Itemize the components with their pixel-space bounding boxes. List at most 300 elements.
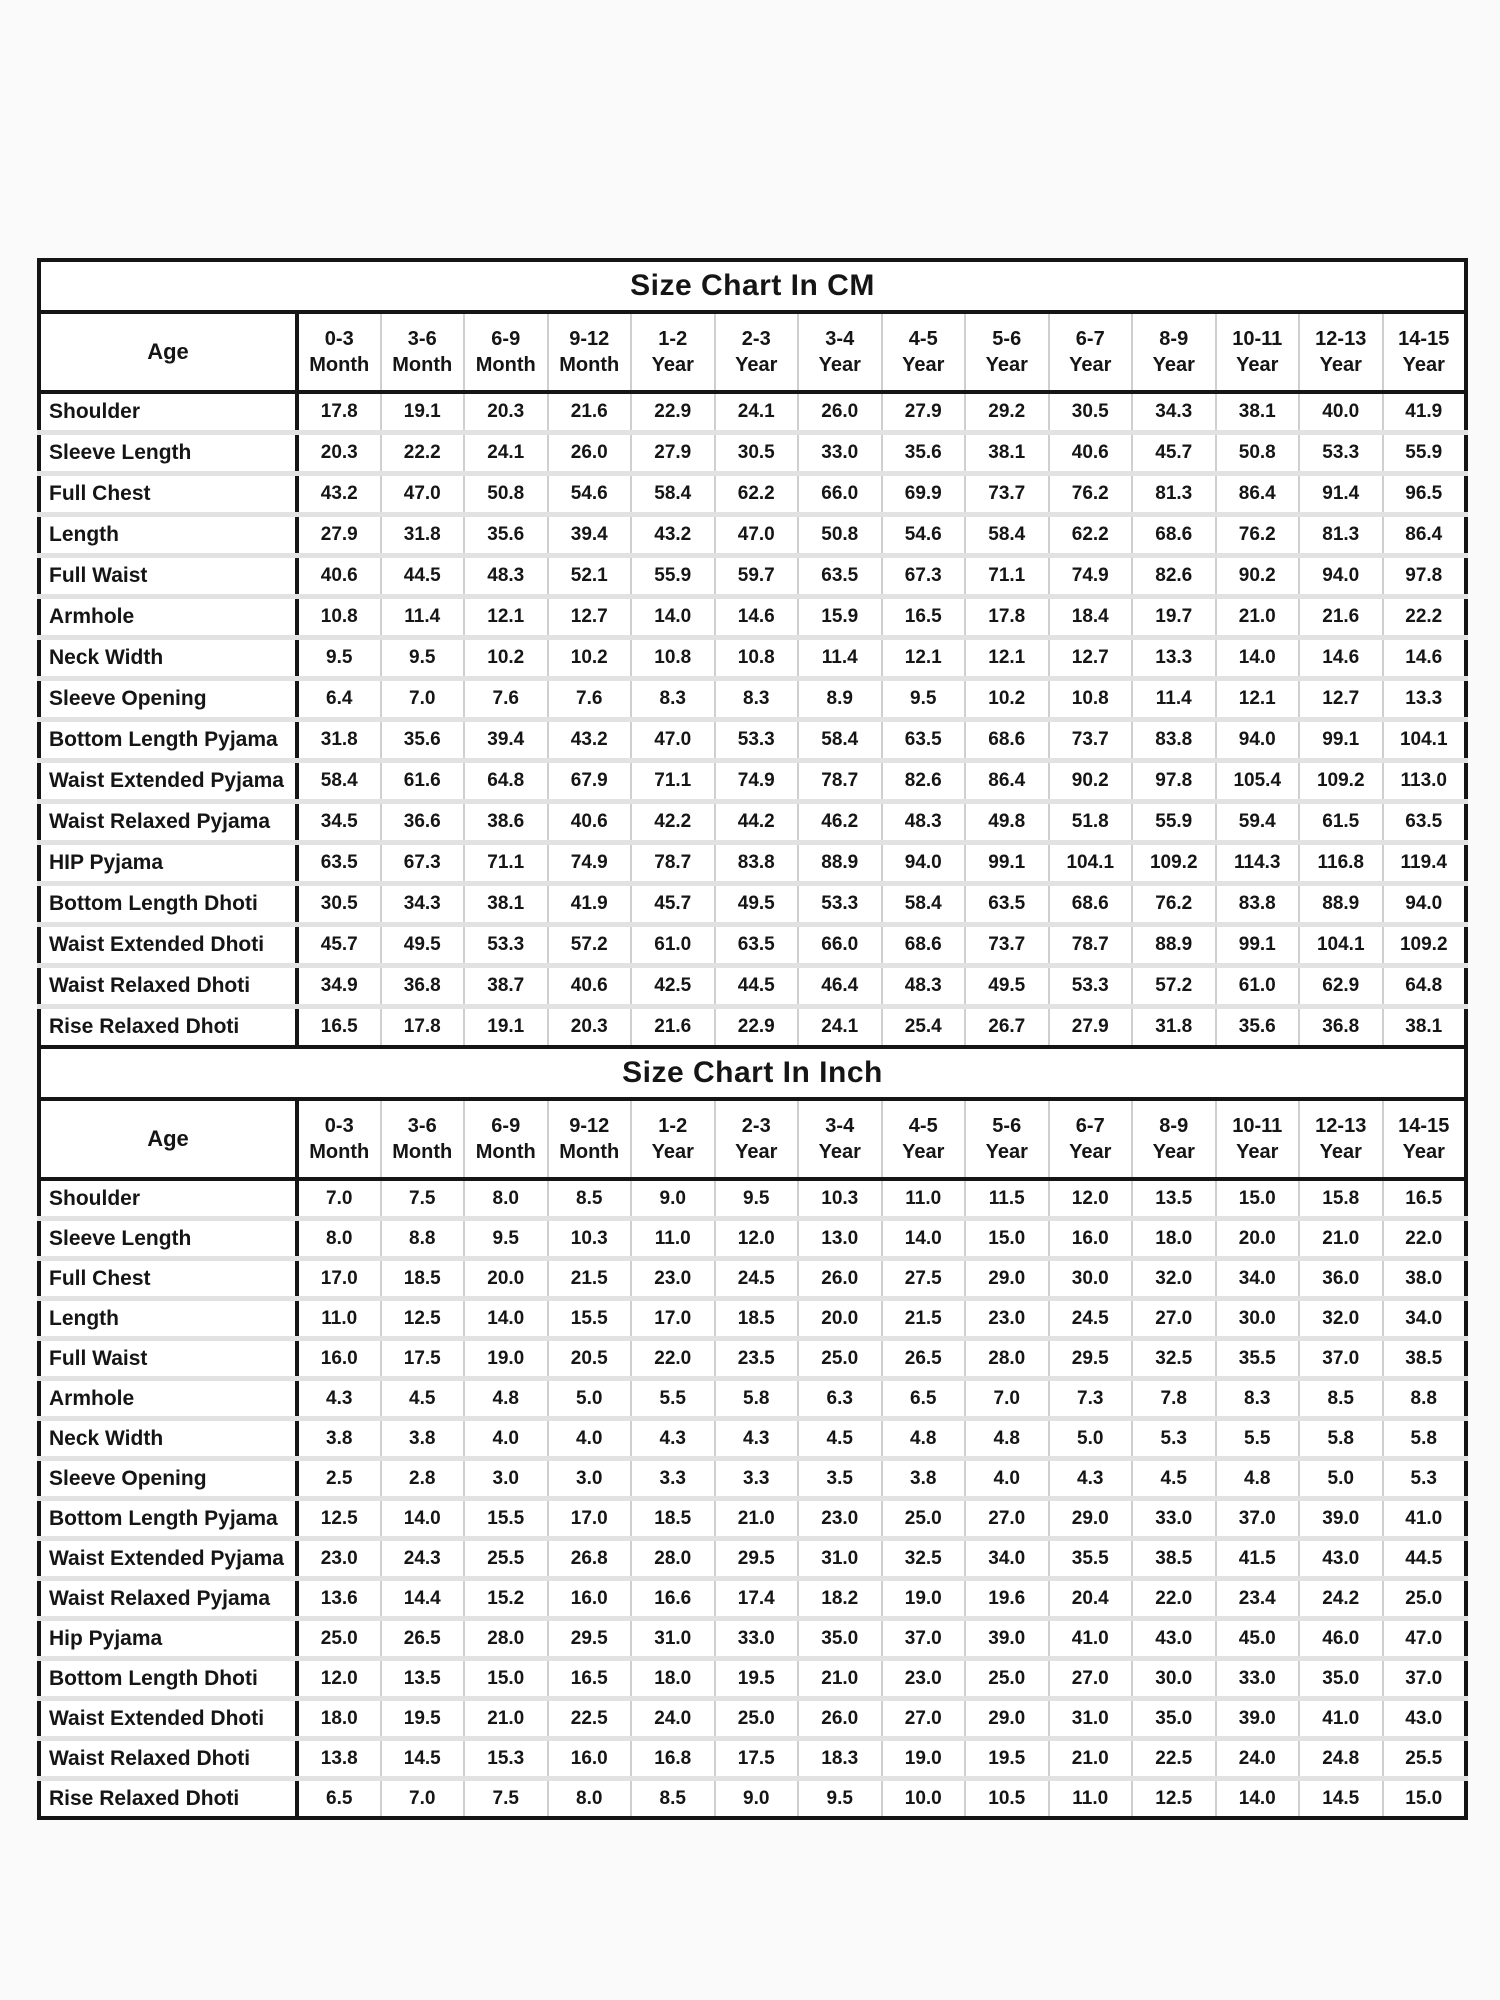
measurement-label: Full Waist bbox=[39, 1339, 297, 1379]
size-value: 14.0 bbox=[1216, 638, 1300, 679]
size-value: 24.2 bbox=[1299, 1579, 1383, 1619]
size-value: 31.8 bbox=[1132, 1007, 1216, 1048]
size-value: 30.5 bbox=[1049, 392, 1133, 433]
size-value: 30.5 bbox=[297, 884, 381, 925]
table-row bbox=[39, 1539, 1466, 1579]
size-value: 45.0 bbox=[1216, 1619, 1300, 1659]
size-value: 9.0 bbox=[631, 1179, 715, 1219]
size-value: 35.0 bbox=[1299, 1659, 1383, 1699]
size-value: 73.7 bbox=[965, 925, 1049, 966]
size-value: 63.5 bbox=[715, 925, 799, 966]
size-value: 35.6 bbox=[381, 720, 465, 761]
size-value: 99.1 bbox=[1299, 720, 1383, 761]
size-value: 21.0 bbox=[798, 1659, 882, 1699]
size-value: 24.3 bbox=[381, 1539, 465, 1579]
size-value: 4.8 bbox=[1216, 1459, 1300, 1499]
size-value: 27.0 bbox=[882, 1699, 966, 1739]
size-value: 37.0 bbox=[882, 1619, 966, 1659]
measurement-label: Full Waist bbox=[39, 556, 297, 597]
size-value: 50.8 bbox=[1216, 433, 1300, 474]
size-value: 38.0 bbox=[1383, 1259, 1467, 1299]
size-value: 10.5 bbox=[965, 1779, 1049, 1819]
table-row bbox=[39, 1299, 1466, 1339]
measurement-label: Sleeve Length bbox=[39, 1219, 297, 1259]
age-column-header: 5-6 Year bbox=[965, 312, 1049, 392]
size-value: 7.6 bbox=[548, 679, 632, 720]
table-row bbox=[39, 679, 1466, 720]
size-value: 34.3 bbox=[1132, 392, 1216, 433]
measurement-label: Sleeve Opening bbox=[39, 679, 297, 720]
size-value: 19.7 bbox=[1132, 597, 1216, 638]
size-value: 4.5 bbox=[381, 1379, 465, 1419]
size-value: 10.2 bbox=[548, 638, 632, 679]
measurement-label: Waist Relaxed Dhoti bbox=[39, 966, 297, 1007]
age-column-header: 6-7 Year bbox=[1049, 1099, 1133, 1179]
table-row bbox=[39, 1179, 1466, 1219]
size-value: 73.7 bbox=[1049, 720, 1133, 761]
size-value: 5.0 bbox=[548, 1379, 632, 1419]
size-value: 23.5 bbox=[715, 1339, 799, 1379]
size-value: 31.0 bbox=[798, 1539, 882, 1579]
table-row bbox=[39, 966, 1466, 1007]
size-value: 97.8 bbox=[1132, 761, 1216, 802]
size-value: 24.5 bbox=[1049, 1299, 1133, 1339]
table-row bbox=[39, 638, 1466, 679]
size-value: 21.0 bbox=[715, 1499, 799, 1539]
size-value: 13.6 bbox=[297, 1579, 381, 1619]
size-value: 12.0 bbox=[1049, 1179, 1133, 1219]
size-value: 25.5 bbox=[464, 1539, 548, 1579]
size-value: 81.3 bbox=[1299, 515, 1383, 556]
size-value: 59.4 bbox=[1216, 802, 1300, 843]
size-value: 3.3 bbox=[631, 1459, 715, 1499]
size-value: 38.5 bbox=[1132, 1539, 1216, 1579]
size-value: 10.8 bbox=[297, 597, 381, 638]
size-value: 8.3 bbox=[715, 679, 799, 720]
size-value: 4.8 bbox=[882, 1419, 966, 1459]
size-value: 19.0 bbox=[882, 1739, 966, 1779]
size-value: 90.2 bbox=[1049, 761, 1133, 802]
size-value: 11.0 bbox=[1049, 1779, 1133, 1819]
size-value: 11.4 bbox=[1132, 679, 1216, 720]
size-value: 18.5 bbox=[381, 1259, 465, 1299]
age-column-header: 9-12 Month bbox=[548, 1099, 632, 1179]
size-value: 43.0 bbox=[1299, 1539, 1383, 1579]
size-value: 53.3 bbox=[1049, 966, 1133, 1007]
size-value: 5.5 bbox=[1216, 1419, 1300, 1459]
size-value: 19.5 bbox=[381, 1699, 465, 1739]
size-value: 5.5 bbox=[631, 1379, 715, 1419]
size-value: 27.5 bbox=[882, 1259, 966, 1299]
size-value: 8.9 bbox=[798, 679, 882, 720]
size-value: 32.5 bbox=[1132, 1339, 1216, 1379]
size-value: 8.3 bbox=[631, 679, 715, 720]
size-value: 46.0 bbox=[1299, 1619, 1383, 1659]
size-value: 41.9 bbox=[1383, 392, 1467, 433]
size-value: 18.5 bbox=[631, 1499, 715, 1539]
size-value: 46.4 bbox=[798, 966, 882, 1007]
size-value: 66.0 bbox=[798, 925, 882, 966]
table-row bbox=[39, 925, 1466, 966]
measurement-label: Full Chest bbox=[39, 474, 297, 515]
measurement-label: Waist Extended Dhoti bbox=[39, 925, 297, 966]
size-value: 50.8 bbox=[464, 474, 548, 515]
size-value: 50.8 bbox=[798, 515, 882, 556]
size-value: 4.0 bbox=[965, 1459, 1049, 1499]
size-value: 5.8 bbox=[715, 1379, 799, 1419]
measurement-label: Armhole bbox=[39, 597, 297, 638]
table-row bbox=[39, 1579, 1466, 1619]
size-value: 17.0 bbox=[548, 1499, 632, 1539]
table-row bbox=[39, 1419, 1466, 1459]
measurement-label: Waist Extended Pyjama bbox=[39, 1539, 297, 1579]
age-column-header: 2-3 Year bbox=[715, 312, 799, 392]
size-value: 10.0 bbox=[882, 1779, 966, 1819]
size-value: 71.1 bbox=[631, 761, 715, 802]
size-value: 27.9 bbox=[1049, 1007, 1133, 1048]
size-value: 42.2 bbox=[631, 802, 715, 843]
size-value: 37.0 bbox=[1216, 1499, 1300, 1539]
size-value: 20.0 bbox=[1216, 1219, 1300, 1259]
size-value: 10.8 bbox=[631, 638, 715, 679]
size-value: 46.2 bbox=[798, 802, 882, 843]
size-value: 7.5 bbox=[464, 1779, 548, 1819]
size-value: 57.2 bbox=[1132, 966, 1216, 1007]
table-row bbox=[39, 1459, 1466, 1499]
size-value: 5.3 bbox=[1383, 1459, 1467, 1499]
size-value: 22.2 bbox=[381, 433, 465, 474]
size-value: 8.8 bbox=[381, 1219, 465, 1259]
size-value: 27.9 bbox=[631, 433, 715, 474]
size-value: 5.0 bbox=[1049, 1419, 1133, 1459]
size-value: 64.8 bbox=[1383, 966, 1467, 1007]
size-value: 61.6 bbox=[381, 761, 465, 802]
table-row bbox=[39, 761, 1466, 802]
size-value: 12.5 bbox=[297, 1499, 381, 1539]
age-column-header: 1-2 Year bbox=[631, 312, 715, 392]
size-value: 15.5 bbox=[548, 1299, 632, 1339]
size-value: 44.5 bbox=[715, 966, 799, 1007]
size-value: 13.0 bbox=[798, 1219, 882, 1259]
size-value: 94.0 bbox=[1216, 720, 1300, 761]
size-value: 13.3 bbox=[1383, 679, 1467, 720]
measurement-label: Waist Extended Dhoti bbox=[39, 1699, 297, 1739]
age-column-header: 6-9 Month bbox=[464, 1099, 548, 1179]
size-value: 27.0 bbox=[1049, 1659, 1133, 1699]
size-value: 11.5 bbox=[965, 1179, 1049, 1219]
measurement-label: Sleeve Opening bbox=[39, 1459, 297, 1499]
age-column-header: 10-11 Year bbox=[1216, 312, 1300, 392]
size-value: 4.5 bbox=[1132, 1459, 1216, 1499]
measurement-label: Bottom Length Pyjama bbox=[39, 720, 297, 761]
size-value: 6.4 bbox=[297, 679, 381, 720]
size-value: 15.0 bbox=[1383, 1779, 1467, 1819]
size-value: 58.4 bbox=[297, 761, 381, 802]
size-value: 15.5 bbox=[464, 1499, 548, 1539]
measurement-label: Rise Relaxed Dhoti bbox=[39, 1007, 297, 1048]
size-value: 3.5 bbox=[798, 1459, 882, 1499]
size-value: 40.6 bbox=[548, 966, 632, 1007]
size-value: 20.0 bbox=[798, 1299, 882, 1339]
size-value: 38.7 bbox=[464, 966, 548, 1007]
size-value: 51.8 bbox=[1049, 802, 1133, 843]
size-value: 10.2 bbox=[464, 638, 548, 679]
age-column-header: 6-7 Year bbox=[1049, 312, 1133, 392]
size-value: 63.5 bbox=[798, 556, 882, 597]
size-value: 58.4 bbox=[631, 474, 715, 515]
size-value: 54.6 bbox=[882, 515, 966, 556]
size-value: 23.0 bbox=[965, 1299, 1049, 1339]
size-value: 49.5 bbox=[715, 884, 799, 925]
size-value: 59.7 bbox=[715, 556, 799, 597]
measurement-label: Rise Relaxed Dhoti bbox=[39, 1779, 297, 1819]
size-value: 16.6 bbox=[631, 1579, 715, 1619]
size-value: 16.0 bbox=[548, 1579, 632, 1619]
size-value: 104.1 bbox=[1049, 843, 1133, 884]
size-value: 97.8 bbox=[1383, 556, 1467, 597]
age-column-header: 4-5 Year bbox=[882, 1099, 966, 1179]
size-value: 20.0 bbox=[464, 1259, 548, 1299]
size-value: 63.5 bbox=[1383, 802, 1467, 843]
size-value: 14.5 bbox=[1299, 1779, 1383, 1819]
measurement-label: Armhole bbox=[39, 1379, 297, 1419]
size-value: 47.0 bbox=[715, 515, 799, 556]
size-value: 43.2 bbox=[631, 515, 715, 556]
measurement-label: Neck Width bbox=[39, 638, 297, 679]
table-row bbox=[39, 1619, 1466, 1659]
size-value: 3.0 bbox=[548, 1459, 632, 1499]
measurement-label: Bottom Length Dhoti bbox=[39, 884, 297, 925]
chart-title-row bbox=[39, 1047, 1466, 1099]
table-row bbox=[39, 843, 1466, 884]
size-value: 29.0 bbox=[965, 1699, 1049, 1739]
table-row bbox=[39, 1007, 1466, 1048]
table-row bbox=[39, 392, 1466, 433]
size-value: 4.8 bbox=[965, 1419, 1049, 1459]
table-row bbox=[39, 433, 1466, 474]
size-value: 40.6 bbox=[1049, 433, 1133, 474]
size-value: 4.3 bbox=[1049, 1459, 1133, 1499]
size-value: 74.9 bbox=[715, 761, 799, 802]
size-value: 11.4 bbox=[381, 597, 465, 638]
size-value: 11.4 bbox=[798, 638, 882, 679]
size-value: 44.5 bbox=[381, 556, 465, 597]
size-value: 57.2 bbox=[548, 925, 632, 966]
size-value: 52.1 bbox=[548, 556, 632, 597]
size-value: 29.0 bbox=[1049, 1499, 1133, 1539]
size-value: 47.0 bbox=[631, 720, 715, 761]
size-value: 41.5 bbox=[1216, 1539, 1300, 1579]
size-value: 38.1 bbox=[1216, 392, 1300, 433]
size-value: 47.0 bbox=[1383, 1619, 1467, 1659]
measurement-label: Waist Relaxed Pyjama bbox=[39, 802, 297, 843]
age-column-header: 14-15 Year bbox=[1383, 1099, 1467, 1179]
size-value: 15.9 bbox=[798, 597, 882, 638]
size-value: 3.8 bbox=[297, 1419, 381, 1459]
size-value: 17.8 bbox=[297, 392, 381, 433]
size-value: 27.9 bbox=[882, 392, 966, 433]
size-value: 9.5 bbox=[798, 1779, 882, 1819]
size-value: 18.0 bbox=[1132, 1219, 1216, 1259]
age-column-header: 1-2 Year bbox=[631, 1099, 715, 1179]
size-value: 3.3 bbox=[715, 1459, 799, 1499]
size-value: 33.0 bbox=[1216, 1659, 1300, 1699]
size-value: 26.0 bbox=[548, 433, 632, 474]
size-value: 104.1 bbox=[1383, 720, 1467, 761]
size-value: 39.0 bbox=[1299, 1499, 1383, 1539]
table-row bbox=[39, 556, 1466, 597]
size-value: 6.3 bbox=[798, 1379, 882, 1419]
size-value: 99.1 bbox=[1216, 925, 1300, 966]
size-value: 24.1 bbox=[798, 1007, 882, 1048]
size-value: 23.0 bbox=[297, 1539, 381, 1579]
size-value: 14.6 bbox=[1299, 638, 1383, 679]
size-value: 86.4 bbox=[965, 761, 1049, 802]
age-corner-label: Age bbox=[39, 1099, 297, 1179]
size-value: 13.5 bbox=[381, 1659, 465, 1699]
size-value: 29.2 bbox=[965, 392, 1049, 433]
size-value: 20.3 bbox=[464, 392, 548, 433]
size-value: 7.5 bbox=[381, 1179, 465, 1219]
table-row bbox=[39, 1659, 1466, 1699]
measurement-label: Shoulder bbox=[39, 1179, 297, 1219]
size-value: 15.0 bbox=[1216, 1179, 1300, 1219]
size-value: 12.0 bbox=[715, 1219, 799, 1259]
size-value: 19.1 bbox=[464, 1007, 548, 1048]
size-value: 48.3 bbox=[882, 802, 966, 843]
size-value: 15.3 bbox=[464, 1739, 548, 1779]
size-value: 71.1 bbox=[464, 843, 548, 884]
size-value: 24.5 bbox=[715, 1259, 799, 1299]
size-value: 109.2 bbox=[1132, 843, 1216, 884]
size-value: 2.5 bbox=[297, 1459, 381, 1499]
size-value: 109.2 bbox=[1383, 925, 1467, 966]
size-value: 5.0 bbox=[1299, 1459, 1383, 1499]
size-value: 4.3 bbox=[715, 1419, 799, 1459]
size-value: 34.0 bbox=[1216, 1259, 1300, 1299]
size-value: 88.9 bbox=[1299, 884, 1383, 925]
table-row bbox=[39, 1739, 1466, 1779]
size-value: 19.5 bbox=[715, 1659, 799, 1699]
size-value: 33.0 bbox=[1132, 1499, 1216, 1539]
size-value: 73.7 bbox=[965, 474, 1049, 515]
size-value: 78.7 bbox=[1049, 925, 1133, 966]
size-value: 96.5 bbox=[1383, 474, 1467, 515]
size-value: 12.5 bbox=[381, 1299, 465, 1339]
size-value: 29.0 bbox=[965, 1259, 1049, 1299]
size-value: 13.3 bbox=[1132, 638, 1216, 679]
size-value: 19.0 bbox=[882, 1579, 966, 1619]
size-value: 8.8 bbox=[1383, 1379, 1467, 1419]
age-column-header: 3-6 Month bbox=[381, 1099, 465, 1179]
size-value: 16.5 bbox=[548, 1659, 632, 1699]
size-value: 9.0 bbox=[715, 1779, 799, 1819]
size-value: 8.0 bbox=[548, 1779, 632, 1819]
size-value: 49.5 bbox=[381, 925, 465, 966]
size-value: 31.8 bbox=[297, 720, 381, 761]
size-value: 17.8 bbox=[965, 597, 1049, 638]
age-header-row bbox=[39, 312, 1466, 392]
size-value: 22.2 bbox=[1383, 597, 1467, 638]
size-value: 20.4 bbox=[1049, 1579, 1133, 1619]
age-column-header: 10-11 Year bbox=[1216, 1099, 1300, 1179]
size-value: 25.0 bbox=[882, 1499, 966, 1539]
size-value: 26.8 bbox=[548, 1539, 632, 1579]
size-value: 8.5 bbox=[1299, 1379, 1383, 1419]
size-value: 48.3 bbox=[464, 556, 548, 597]
size-value: 21.6 bbox=[1299, 597, 1383, 638]
size-value: 13.5 bbox=[1132, 1179, 1216, 1219]
size-value: 9.5 bbox=[464, 1219, 548, 1259]
size-value: 38.1 bbox=[464, 884, 548, 925]
table-row bbox=[39, 597, 1466, 638]
age-column-header: 9-12 Month bbox=[548, 312, 632, 392]
size-value: 40.0 bbox=[1299, 392, 1383, 433]
size-value: 24.1 bbox=[715, 392, 799, 433]
size-value: 14.0 bbox=[464, 1299, 548, 1339]
size-value: 39.0 bbox=[965, 1619, 1049, 1659]
size-value: 20.3 bbox=[297, 433, 381, 474]
size-value: 36.6 bbox=[381, 802, 465, 843]
size-value: 37.0 bbox=[1383, 1659, 1467, 1699]
size-value: 11.0 bbox=[297, 1299, 381, 1339]
size-value: 114.3 bbox=[1216, 843, 1300, 884]
size-value: 18.0 bbox=[631, 1659, 715, 1699]
size-value: 34.9 bbox=[297, 966, 381, 1007]
size-value: 78.7 bbox=[798, 761, 882, 802]
age-column-header: 3-6 Month bbox=[381, 312, 465, 392]
size-value: 63.5 bbox=[965, 884, 1049, 925]
size-value: 55.9 bbox=[1383, 433, 1467, 474]
size-value: 22.0 bbox=[1383, 1219, 1467, 1259]
size-value: 49.5 bbox=[965, 966, 1049, 1007]
size-value: 34.0 bbox=[965, 1539, 1049, 1579]
age-column-header: 8-9 Year bbox=[1132, 1099, 1216, 1179]
size-value: 8.5 bbox=[631, 1779, 715, 1819]
size-value: 48.3 bbox=[882, 966, 966, 1007]
size-value: 6.5 bbox=[882, 1379, 966, 1419]
measurement-label: Neck Width bbox=[39, 1419, 297, 1459]
size-value: 99.1 bbox=[965, 843, 1049, 884]
size-value: 62.2 bbox=[715, 474, 799, 515]
size-value: 39.4 bbox=[464, 720, 548, 761]
age-column-header: 12-13 Year bbox=[1299, 312, 1383, 392]
measurement-label: Waist Relaxed Pyjama bbox=[39, 1579, 297, 1619]
size-value: 18.3 bbox=[798, 1739, 882, 1779]
size-value: 21.0 bbox=[1049, 1739, 1133, 1779]
size-value: 54.6 bbox=[548, 474, 632, 515]
size-value: 25.0 bbox=[297, 1619, 381, 1659]
size-value: 25.4 bbox=[882, 1007, 966, 1048]
size-value: 9.5 bbox=[381, 638, 465, 679]
size-value: 17.5 bbox=[381, 1339, 465, 1379]
size-value: 25.0 bbox=[1383, 1579, 1467, 1619]
size-value: 32.0 bbox=[1299, 1299, 1383, 1339]
age-column-header: 2-3 Year bbox=[715, 1099, 799, 1179]
size-value: 4.3 bbox=[631, 1419, 715, 1459]
size-value: 30.0 bbox=[1216, 1299, 1300, 1339]
size-value: 12.1 bbox=[965, 638, 1049, 679]
size-value: 28.0 bbox=[631, 1539, 715, 1579]
size-value: 25.0 bbox=[715, 1699, 799, 1739]
size-value: 11.0 bbox=[631, 1219, 715, 1259]
age-column-header: 0-3 Month bbox=[297, 1099, 381, 1179]
size-value: 4.5 bbox=[798, 1419, 882, 1459]
size-value: 19.5 bbox=[965, 1739, 1049, 1779]
size-value: 55.9 bbox=[631, 556, 715, 597]
size-value: 32.5 bbox=[882, 1539, 966, 1579]
measurement-label: Bottom Length Pyjama bbox=[39, 1499, 297, 1539]
